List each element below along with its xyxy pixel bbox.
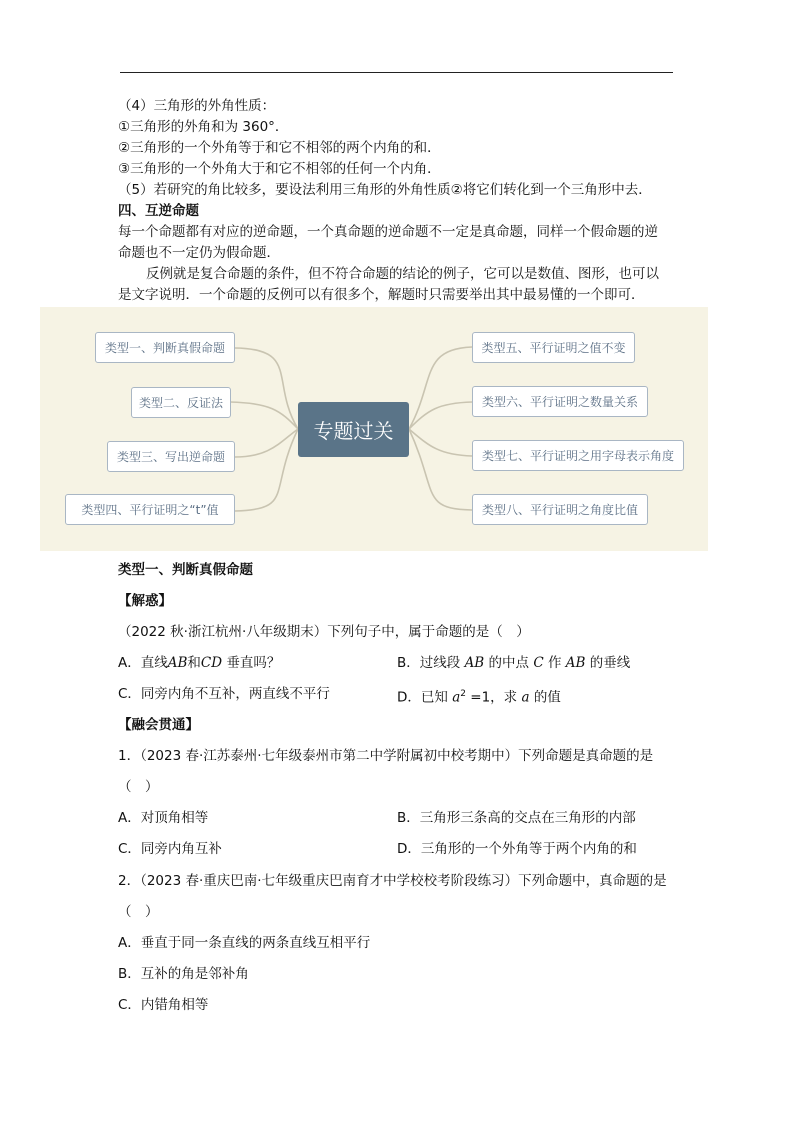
- q2-stem: 2．（2023 春·重庆巴南·七年级重庆巴南育才中学校校考阶段练习）下列命题中，真命题的是: [118, 873, 667, 889]
- q1-stem: 1．（2023 春·江苏泰州·七年级泰州市第二中学附属初中校考期中）下列命题是真命题的是: [118, 748, 654, 764]
- property-note: （5）若研究的角比较多，要设法利用三角形的外角性质②将它们转化到一个三角形中去．: [118, 182, 652, 198]
- property-item-1: ①三角形的外角和为 360°．: [118, 119, 289, 135]
- link-left-4: [235, 429, 298, 511]
- mindmap: [40, 307, 708, 551]
- q2-option-a: A．垂直于同一条直线的两条直线互相平行: [118, 935, 371, 951]
- q1-paren: （ ）: [118, 779, 159, 795]
- q0-option-c: C．同旁内角不互补，两直线不平行: [118, 686, 330, 702]
- mindmap-node-type6: 类型六、平行证明之数量关系: [472, 386, 648, 417]
- q1-option-b: B．三角形三条高的交点在三角形的内部: [397, 810, 636, 826]
- q1-option-d: D．三角形的一个外角等于两个内角的和: [397, 841, 637, 857]
- type-one-title: 类型一、判断真假命题: [118, 562, 253, 578]
- link-right-1: [409, 347, 472, 429]
- q0-option-d: D．已知 $a^2 =1$，求 a 的值: [397, 689, 561, 706]
- mindmap-center: 专题过关: [298, 402, 409, 457]
- q0-option-b: B．过线段 AB 的中点 C 作 AB 的垂线: [397, 655, 631, 671]
- q0-stem: （2022 秋·浙江杭州·八年级期末）下列句子中，属于命题的是（ ）: [118, 624, 530, 640]
- exterior-angle-heading: （4）三角形的外角性质：: [118, 98, 276, 114]
- jiehuo-label: 【解惑】: [118, 593, 172, 609]
- section-four-para1-line2: 命题也不一定仍为假命题．: [118, 245, 280, 261]
- link-left-1: [235, 348, 298, 429]
- q2-option-c: C．内错角相等: [118, 997, 209, 1013]
- mindmap-node-type8: 类型八、平行证明之角度比值: [472, 494, 648, 525]
- q1-option-c: C．同旁内角互补: [118, 841, 222, 857]
- section-four-para2-line2: 是文字说明．一个命题的反例可以有很多个，解题时只需要举出其中最易懂的一个即可．: [118, 287, 645, 303]
- section-four-title: 四、互逆命题: [118, 203, 199, 219]
- property-item-3: ③三角形的一个外角大于和它不相邻的任何一个内角．: [118, 161, 441, 177]
- mindmap-node-type3: 类型三、写出逆命题: [107, 441, 235, 472]
- ronghui-label: 【融会贯通】: [118, 717, 199, 733]
- q1-option-a: A．对顶角相等: [118, 810, 209, 826]
- link-right-4: [409, 429, 472, 510]
- section-four-para1-line1: 每一个命题都有对应的逆命题，一个真命题的逆命题不一定是真命题，同样一个假命题的逆: [118, 224, 658, 240]
- q0-option-a: A．直线AB和CD 垂直吗？: [118, 655, 281, 671]
- q2-option-b: B．互补的角是邻补角: [118, 966, 249, 982]
- header-rule: [120, 72, 673, 73]
- mindmap-node-type2: 类型二、反证法: [131, 387, 231, 418]
- mindmap-node-type1: 类型一、判断真假命题: [95, 332, 235, 363]
- section-four-para2-line1: 反例就是复合命题的条件，但不符合命题的结论的例子，它可以是数值、图形，也可以: [146, 266, 659, 282]
- mindmap-node-type5: 类型五、平行证明之值不变: [472, 332, 635, 363]
- property-item-2: ②三角形的一个外角等于和它不相邻的两个内角的和．: [118, 140, 441, 156]
- mindmap-node-type7: 类型七、平行证明之用字母表示角度: [472, 440, 684, 471]
- q2-paren: （ ）: [118, 904, 159, 920]
- mindmap-node-type4: 类型四、平行证明之“t”值: [65, 494, 235, 525]
